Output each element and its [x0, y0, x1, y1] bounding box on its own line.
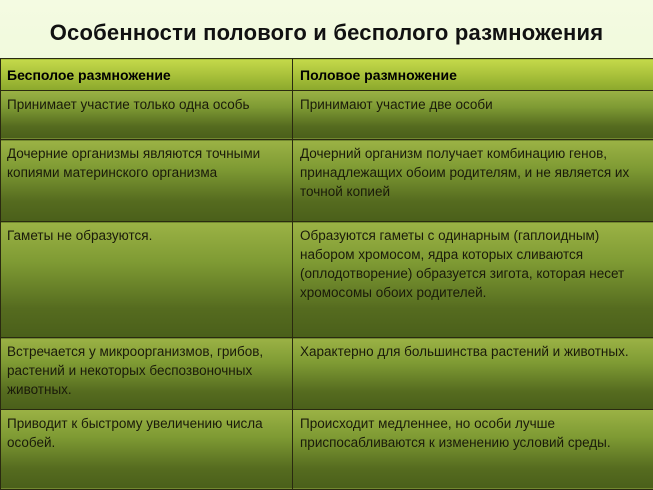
- cell-sexual: Принимают участие две особи: [293, 90, 653, 139]
- table-row: [1, 140, 653, 222]
- header-sexual: Половое размножение: [293, 59, 653, 91]
- cell-sexual: Дочерний организм получает комбинацию генов, принадлежащих обоим родителям, и не является их точной копией: [293, 140, 653, 222]
- cell-sexual: Происходит медленнее, но особи лучше приспосабливаются к изменению условий среды.: [293, 409, 653, 489]
- cell-asexual: Приводит к быстрому увеличению числа особей.: [1, 409, 293, 489]
- cell-asexual: Встречается у микроорганизмов, грибов, растений и некоторых беспозвоночных животных.: [1, 338, 293, 410]
- table-row: [1, 90, 653, 139]
- table-row: [1, 409, 653, 489]
- comparison-table: [0, 58, 653, 490]
- header-asexual: Бесполое размножение: [1, 59, 293, 91]
- cell-sexual: Характерно для большинства растений и животных.: [293, 338, 653, 410]
- table-row: [1, 338, 653, 410]
- cell-asexual: Принимает участие только одна особь: [1, 90, 293, 139]
- cell-asexual: Дочерние организмы являются точными копиями материнского организма: [1, 140, 293, 222]
- cell-sexual: Образуются гаметы с одинарным (гаплоидным) набором хромосом, ядра которых сливаются (оплодотворение) образуется зигота, которая несет хромосомы обоих родителей.: [293, 222, 653, 338]
- cell-asexual: Гаметы не образуются.: [1, 222, 293, 338]
- table-header-row: [1, 59, 653, 91]
- slide-title: Особенности полового и бесполого размножения: [49, 20, 604, 45]
- table-row: [1, 222, 653, 338]
